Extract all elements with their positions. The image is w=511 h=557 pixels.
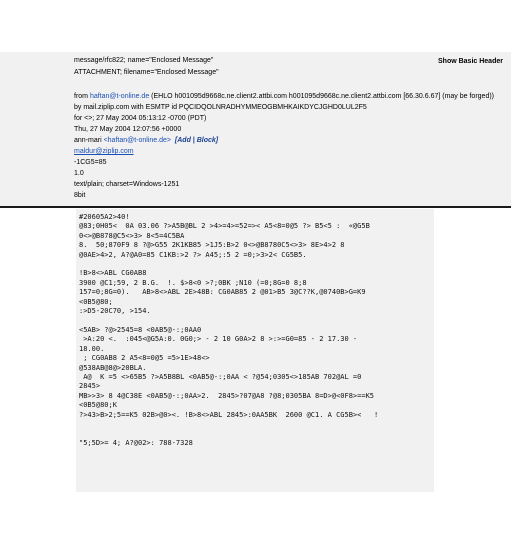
header-value: message/rfc822; name="Enclosed Message" — [74, 57, 214, 64]
header-value: -1CG5=85 — [74, 159, 107, 166]
header-value: 1.0 — [74, 170, 84, 177]
header-value: Thu, 27 May 2004 12:07:56 +0000 — [74, 126, 182, 133]
message-body-panel — [76, 209, 434, 492]
show-basic-header-link[interactable]: Show Basic Header — [438, 58, 503, 65]
header-value: for <>; 27 May 2004 05:13:12 -0700 (PDT) — [74, 115, 207, 122]
header-value — [74, 136, 218, 146]
to-email-link[interactable]: maldur@ziplip.com — [74, 148, 134, 155]
message-body-text: #20605A2>40! @83;0H05< 0A 03.06 ?>A5B@BL 2 >4>=4>=52=>< A5<8=0@5 ?> B5<5 : «@G5B 0<>@B878@C5<>3> 8<5=4C5BA 8. 50;870F9 8 ?@>G55 2K1KB85 >1J5:B>2 0<>@B8780C5<>3> 8E>4>2 8 @0AE>4>2, A?@A0=85 C1KB:>2 ?> A45;:5 2 =0;>3>2< CG5B5. !B>8<>ABL CG0AB8 3900 @C1;59, 2 B.G. !. $>8<0 >?;0BK ;N10 (=0;8G=0 8;8 157=0;8G=0). AB>8<>ABL 2E>48B: CG0AB85 2 @01>B5 3@C??K,@0740B>G=K9 <0B5@80; :>D5-20C70, >154. <5AB> ?@>2545=8 <0AB5@-:;0AA0 >A:20 <. :045<@G5A:0. 0G0;> - 2 10 G0A>2 8 >:>=G0=85 - 2 17.30 - 18.00. ; CG0AB8 2 A5<8=0@5 =5>1E>48<> @538AB@8@>20BLA. A@ K =5 <>65B5 ?>A5B8BL <0AB5@-:;0AA < ?@54;0305<>185AB 702@AL =0 2845> MB>>3> 8 4@C38E <0AB5@-:;0AA>2. 2845>?07@A8 ?@8;0305BA 8=D>@<0F8>==K5 <0B5@80;K ?>43>B>2;5==K5 02B>@0><. !B>8<>ABL 2845>:0AA5BK 2600 @C1. A CG5B>< ! "5;5D>= 4; A?@02>: 788-7328 — [79, 213, 379, 447]
add-block-links: [Add | Block] — [174, 137, 219, 144]
add-contact-link[interactable]: Add — [177, 137, 191, 144]
header-value: by mail.ziplip.com with ESMTP id PQCIDQOLNRADHYMMEOGBMHKAIKDYCJGHD0LUL2F5 — [74, 104, 367, 111]
header-value: ATTACHMENT; filename="Enclosed Message" — [74, 69, 219, 76]
from-name: ann-mari — [74, 137, 104, 144]
header-value — [74, 92, 494, 102]
header-divider — [0, 206, 511, 208]
from-email-link[interactable]: <haftan@t-online.de> — [103, 137, 172, 144]
received-host-info: (EHLO h001095d9668c.ne.client2.attbi.com h001095d9668c.ne.client2.attbi.com [66.30.6.67] (may be forged)) — [149, 93, 494, 100]
received-prefix: from — [74, 93, 90, 100]
block-sender-link[interactable]: Block — [196, 137, 216, 144]
header-value: 8bit — [74, 192, 86, 199]
message-headers-panel — [0, 52, 511, 206]
received-sender-link[interactable]: haftan@t-online.de — [89, 93, 150, 100]
header-value: text/plain; charset=Windows-1251 — [74, 181, 180, 188]
